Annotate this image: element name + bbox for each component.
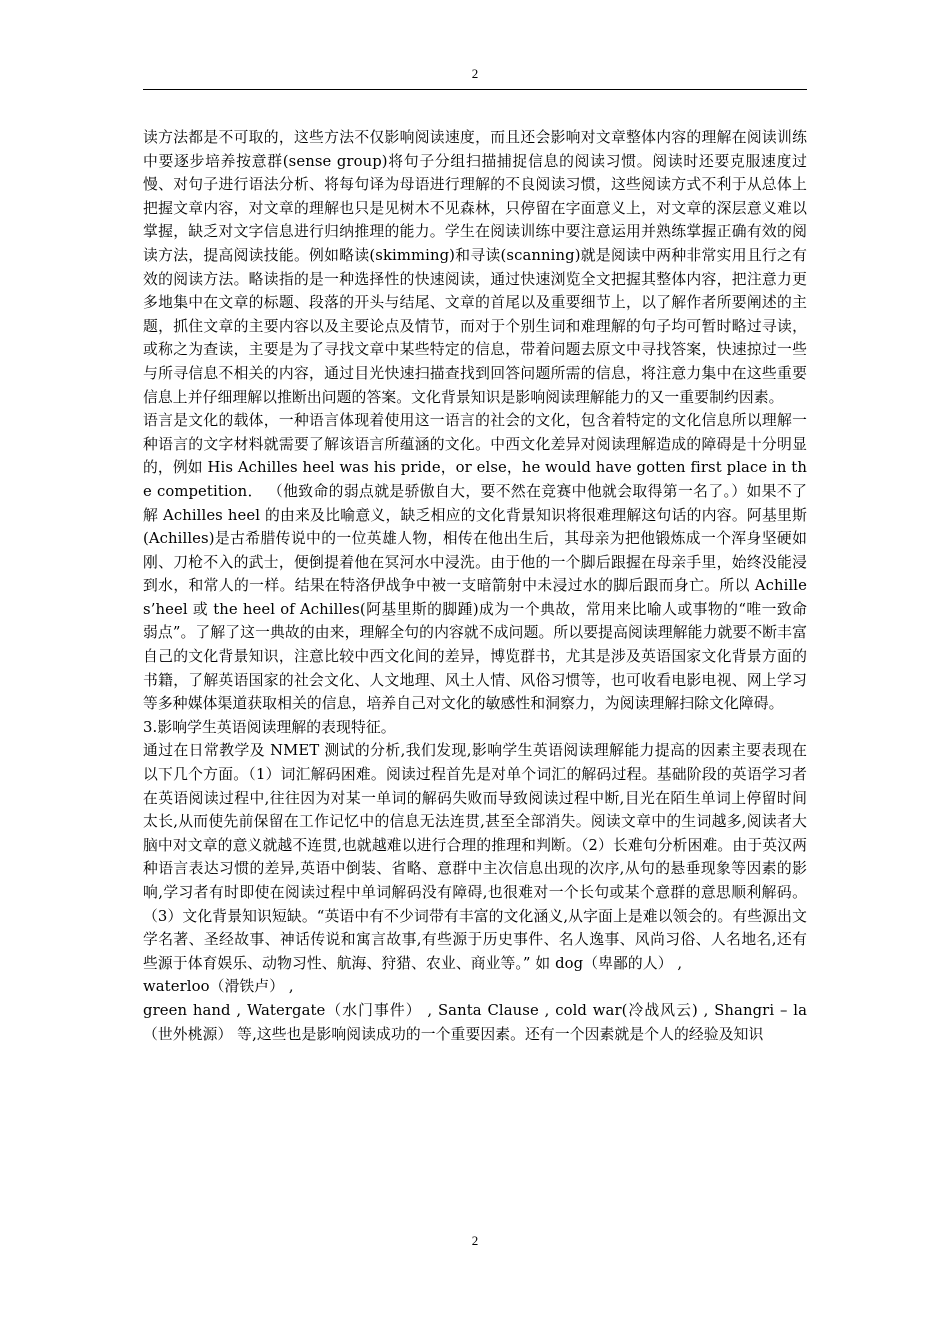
paragraph-influencing-factors: 通过在日常教学及 NMET 测试的分析,我们发现,影响学生英语阅读理解能力提高的因素主要表现在以下几个方面。（1）词汇解码困难。阅读过程首先是对单个词汇的解码过程。基础阶段的英语学习者在英语阅读过程中,往往因为对某一单词的解码失败而导致阅读过程中断,目光在陌生单词上停留时间太长,从而使先前保留在工作记忆中的信息无法连贯,甚至全部消失。阅读文章中的生词越多,阅读者大脑中对文章的意义就越不连贯,也就越难以进行合理的推理和判断。（2）长难句分析困难。由于英汉两种语言表达习惯的差异,英语中倒装、省略、意群中主次信息出现的次序,从句的悬垂现象等因素的影响,学习者有时即使在阅读过程中单词解码没有障碍,也很难对一个长句或某个意群的意思顺利解码。（3）文化背景知识短缺。“英语中有不少词带有丰富的文化涵义,从字面上是难以领会的。有些源出文学名著、圣经故事、神话传说和寓言故事,有些源于历史事件、名人逸事、风尚习俗、人名地名,还有些源于体育娱乐、动物习性、航海、狩猎、农业、商业等。” 如 dog（卑鄙的人） ,: [143, 742, 807, 972]
paragraph-cultural-background: 语言是文化的载体，一种语言体现着使用这一语言的社会的文化，包含着特定的文化信息所以理解一种语言的文字材料就需要了解该语言所蕴涵的文化。中西文化差异对阅读理解造成的障碍是十分明显的，例如 His Achilles heel was his pride，or else，he would have gotten first place in the competition． （他致命的弱点就是骄傲自大，要不然在竞赛中他就会取得第一名了。）如果不了解 Achilles heel 的由来及比喻意义，缺乏相应的文化背景知识将很难理解这句话的内容。阿基里斯(Achilles)是古希腊传说中的一位英雄人物，相传在他出生后，其母亲为把他锻炼成一个浑身坚硬如刚、刀枪不入的武士，便倒提着他在冥河水中浸洗。由于他的一个脚后跟握在母亲手里，始终没能浸到水，和常人的一样。结果在特洛伊战争中被一支暗箭射中未浸过水的脚后跟而身亡。所以 Achilles’heel 或 the heel of Achilles(阿基里斯的脚踵)成为一个典故，常用来比喻人或事物的“唯一致命弱点”。了解了这一典故的由来，理解全句的内容就不成问题。所以要提高阅读理解能力就要不断丰富自己的文化背景知识，注意比较中西文化间的差异，博览群书，尤其是涉及英语国家文化背景方面的书籍，了解英语国家的社会文化、人文地理、风土人情、风俗习惯等，也可收看电影电视、网上学习等多种媒体渠道获取相关的信息，培养自己对文化的敏感性和洞察力，为阅读理解扫除文化障碍。: [143, 412, 807, 713]
paragraph-waterloo-line: waterloo（滑铁卢） ,: [143, 978, 294, 996]
document-body: [143, 126, 807, 1046]
paragraph-examples-continued: green hand , Watergate（水门事件） , Santa Clause , cold war(冷战风云) , Shangri – la（世外桃源） 等,这些也是影响阅读成功的一个重要因素。还有一个因素就是个人的经验及知识: [143, 1001, 807, 1043]
footer-page-number: 2: [471, 1233, 479, 1248]
header-divider: [143, 89, 807, 90]
section-heading-3: 3.影响学生英语阅读理解的表现特征。: [143, 718, 396, 736]
header-page-number: 2: [471, 66, 479, 81]
paragraph-reading-methods: 读方法都是不可取的，这些方法不仅影响阅读速度，而且还会影响对文章整体内容的理解在阅读训练中要逐步培养按意群(sense group)将句子分组扫描捕捉信息的阅读习惯。阅读时还要克服速度过慢、对句子进行语法分析、将每句译为母语进行理解的不良阅读习惯，这些阅读方式不利于从总体上把握文章内容，对文章的理解也只是见树木不见森林，只停留在字面意义上，对文章的深层意义难以掌握，缺乏对文字信息进行归纳推理的能力。学生在阅读训练中要注意运用并熟练掌握正确有效的阅读方法，提高阅读技能。例如略读(skimming)和寻读(scanning)就是阅读中两种非常实用且行之有效的阅读方法。略读指的是一种选择性的快速阅读，通过快速浏览全文把握其整体内容，把注意力更多地集中在文章的标题、段落的开头与结尾、文章的首尾以及重要细节上，以了解作者所要阐述的主题，抓住文章的主要内容以及主要论点及情节，而对于个别生词和难理解的句子均可暂时略过寻读，或称之为查读，主要是为了寻找文章中某些特定的信息，带着问题去原文中寻找答案，快速掠过一些与所寻信息不相关的内容，通过目光快速扫描查找到回答问题所需的信息，将注意力集中在这些重要信息上并仔细理解以推断出问题的答案。文化背景知识是影响阅读理解能力的又一重要制约因素。: [143, 129, 807, 406]
